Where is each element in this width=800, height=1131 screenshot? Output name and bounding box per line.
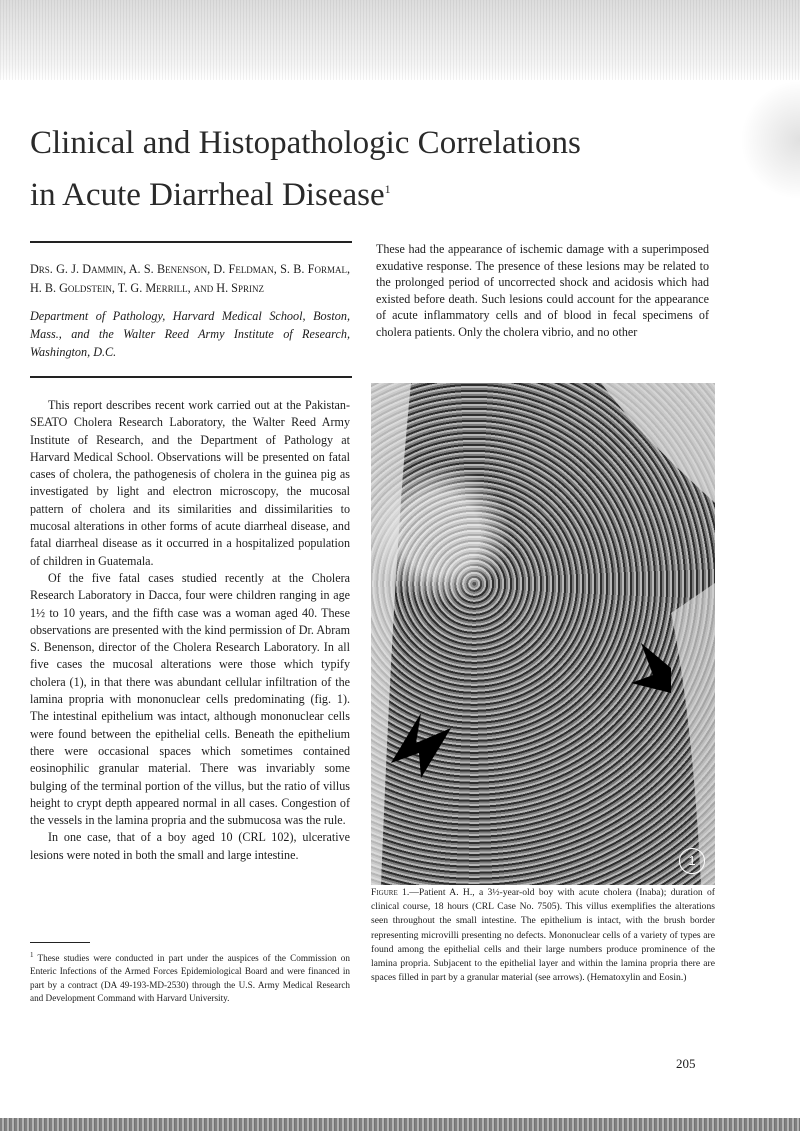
author-affiliation: Department of Pathology, Harvard Medical School, Boston, Mass., and the Walter Reed Army Institute of Research, Washington, D.C. bbox=[30, 309, 350, 359]
body-paragraph-1: This report describes recent work carried out at the Pakistan-SEATO Cholera Research Laboratory, the Walter Reed Army Institute of Research, and the Department of Pathology at Harvard Medical School. Observations will be presented on fatal cases of cholera, the pathogenesis of cholera in the guinea pig as investigated by light and electron microscopy, the mucosal pattern of cholera and its similarities and dissimilarities to mucosal alterations in other forms of acute diarrheal disease, and fatal diarrheal disease as it occurred in a hospitalized population of children in Guatemala. bbox=[30, 398, 350, 568]
header-rule-bottom bbox=[30, 376, 352, 378]
figure-caption-label: Figure 1. bbox=[371, 887, 410, 898]
body-paragraph-3: In one case, that of a boy aged 10 (CRL 102), ulcerative lesions were noted in both the small and large intestine. bbox=[30, 830, 350, 862]
footnote-rule bbox=[30, 942, 90, 943]
footnote bbox=[30, 949, 350, 1006]
footnote-text: These studies were conducted in part under the auspices of the Commission on Enteric Infections of the Armed Forces Epidemiological Board and were financed in part by a contract (DA 49-193-MD-2530) through the U.S. Army Medical Research and Development Command with Harvard University. bbox=[30, 953, 350, 1004]
title-line-2: in Acute Diarrheal Disease bbox=[30, 177, 385, 213]
page-number: 205 bbox=[676, 1056, 696, 1071]
arrow-left bbox=[391, 713, 451, 778]
header-rule-top bbox=[30, 241, 352, 243]
body-paragraph-2: Of the five fatal cases studied recently at the Cholera Research Laboratory in Dacca, four were children ranging in age 1½ to 10 years, and the fifth case was a woman aged 40. These observations are presented with the kind permission of Dr. Abram S. Benenson, director of the Cholera Research Laboratory. In all five cases the mucosal alterations were those which typify cholera (1), in that there was abundant cellular infiltration of the lamina propria with mononuclear cells predominating (fig. 1). The intestinal epithelium was intact, although mononuclear cells were found between the epithelial cells. Beneath the epithelium there were occasional spaces which sometimes contained eosinophilic granular material. There was invariably some bulging of the terminal portion of the villus, but the ratio of villus height to crypt depth appeared normal in all cases. Congestion of the vessels in the lamina propria and the submucosa was the rule. bbox=[30, 570, 350, 828]
figure-1-micrograph bbox=[371, 383, 715, 885]
author-list: Drs. G. J. Dammin, A. S. Benenson, D. Feldman, S. B. Formal, H. B. Goldstein, T. G. Merrill, and H. Sprinz bbox=[30, 262, 350, 295]
figure-caption-text: —Patient A. H., a 3½-year-old boy with acute cholera (Inaba); duration of clinical course, 18 hours (CRL Case No. 7505). This villus exemplifies the alterations seen throughout the small intestine. The epithelium is intact, with the brush border representing microvilli presenting no defects. Mononuclear cells of a variety of types are found among the epithelial cells and their large numbers produce prominence of the lamina propria. Subjacent to the epithelial layer and within the lamina propria there are spaces filled in part by a granular material (see arrows). (Hematoxylin and Eosin.) bbox=[371, 887, 715, 984]
scan-shadow-top bbox=[0, 0, 800, 80]
arrow-right bbox=[631, 643, 671, 693]
figure-caption bbox=[371, 886, 715, 985]
scan-shadow-right bbox=[740, 80, 800, 200]
micrograph-overlay bbox=[371, 383, 715, 885]
footnote-mark: 1 bbox=[30, 951, 34, 959]
light-region-top-right bbox=[601, 383, 715, 503]
title-line-1: Clinical and Histopathologic Correlations bbox=[30, 125, 581, 161]
light-region-left bbox=[371, 383, 411, 885]
article-title bbox=[30, 120, 650, 218]
light-region-right bbox=[671, 583, 715, 885]
title-footnote-mark: 1 bbox=[384, 182, 391, 196]
figure-number-badge: 1 bbox=[679, 848, 705, 874]
right-column-body: These had the appearance of ischemic damage with a superimposed exudative response. The presence of these lesions may be related to the prolonged period of uncorrected shock and acidosis which had existed before death. Such lesions could account for the appearance of acute inflammatory cells and of blood in fecal specimens of cholera patients. Only the cholera vibrio, and no other bbox=[376, 242, 709, 339]
scan-edge-bottom bbox=[0, 1118, 800, 1131]
left-column-body bbox=[30, 397, 350, 864]
